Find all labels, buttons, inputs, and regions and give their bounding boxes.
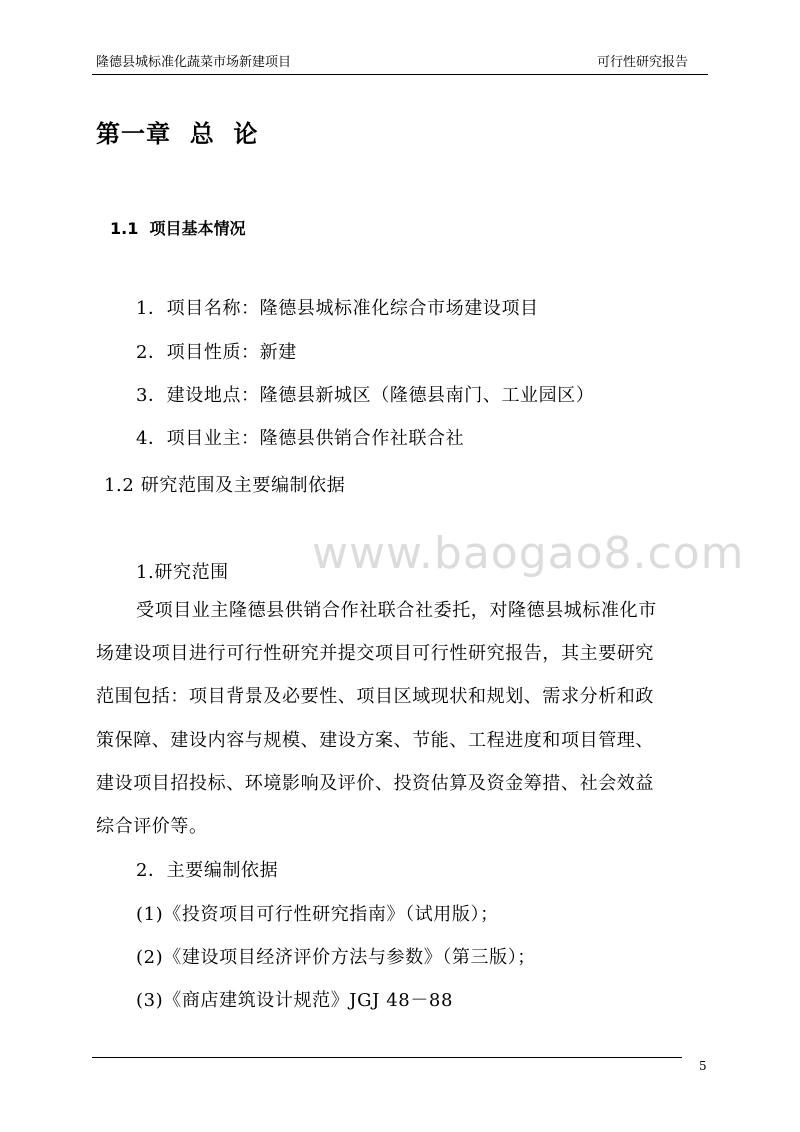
footer-divider	[92, 1057, 682, 1058]
scope-paragraph-line: 场建设项目进行可行性研究并提交项目可行性研究报告，其主要研究	[96, 643, 654, 664]
running-header-doc-type: 可行性研究报告	[597, 55, 689, 70]
watermark: www.baogao8.com	[312, 528, 745, 579]
scope-paragraph-line: 策保障、建设内容与规模、建设方案、节能、工程进度和项目管理、	[96, 730, 654, 751]
scope-paragraph-line: 建设项目招投标、环境影响及评价、投资估算及资金筹措、社会效益	[96, 773, 654, 794]
chapter-title: 第一章 总 论	[96, 120, 259, 148]
basic-info-item: 3．建设地点：隆德县新城区（隆德县南门、工业园区）	[136, 385, 595, 406]
page-number: 5	[699, 1059, 707, 1073]
basis-item: (3)《商店建筑设计规范》JGJ 48－88	[136, 990, 454, 1011]
basis-title: 2．主要编制依据	[136, 860, 279, 881]
scope-paragraph-line: 范围包括：项目背景及必要性、项目区域现状和规划、需求分析和政	[96, 686, 654, 707]
basis-item: (2)《建设项目经济评价方法与参数》（第三版）；	[136, 947, 536, 968]
section-heading-1-1: 1.1 项目基本情况	[110, 219, 246, 238]
basic-info-item: 2．项目性质：新建	[136, 342, 297, 363]
basic-info-item: 4．项目业主：隆德县供销合作社联合社	[136, 428, 465, 449]
section-heading-1-2: 1.2 研究范围及主要编制依据	[104, 475, 346, 496]
scope-title: 1.研究范围	[136, 562, 229, 583]
scope-paragraph-line: 受项目业主隆德县供销合作社联合社委托，对隆德县城标准化市	[136, 600, 657, 621]
basis-item: (1)《投资项目可行性研究指南》（试用版）；	[136, 904, 499, 925]
header-divider	[92, 74, 708, 75]
basic-info-item: 1．项目名称：隆德县城标准化综合市场建设项目	[136, 298, 539, 319]
scope-paragraph-line: 综合评价等。	[96, 816, 208, 837]
running-header-title: 隆德县城标准化蔬菜市场新建项目	[96, 55, 292, 70]
